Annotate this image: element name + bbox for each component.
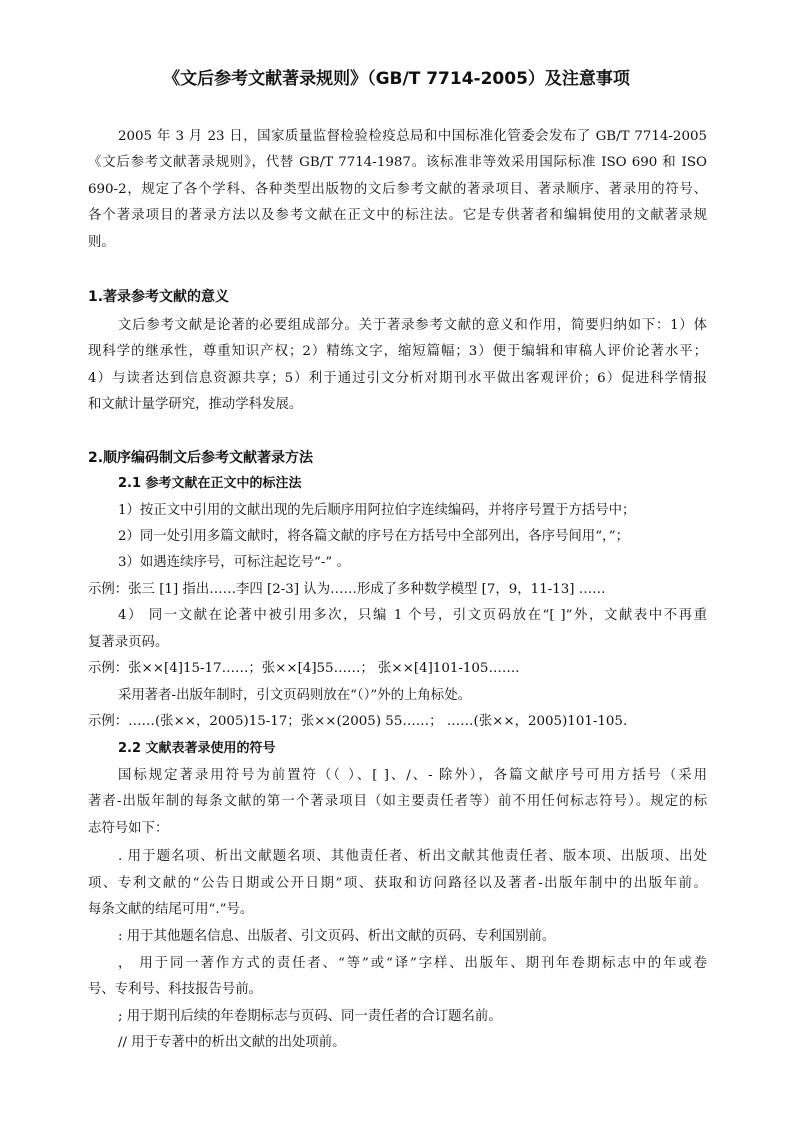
section-2-1-line: 4） 同一文献在论著中被引用多次，只编 1 个号，引文页码放在“[ ]”外，文献表中不再重 xyxy=(118,608,707,623)
section-1-heading: 1.著录参考文献的意义 xyxy=(88,289,230,305)
section-2-2-line: ; 用于期刊后续的年卷期标志与页码、同一责任者的合订题名前。 xyxy=(118,1009,502,1024)
section-2-1-line: 2）同一处引用多篇文献时，将各篇文献的序号在方括号中全部列出，各序号间用“，”； xyxy=(118,529,629,544)
section-2-2-line: 号、专利号、科技报告号前。 xyxy=(88,982,263,997)
section-2-2-line: 著者-出版年制的每条文献的第一个著录项目（如主要责任者等）前不用任何标志符号）。规定的标 xyxy=(88,794,707,809)
section-2-1-heading: 2.1 参考文献在正文中的标注法 xyxy=(118,476,302,491)
section-2-heading: 2.顺序编码制文后参考文献著录方法 xyxy=(88,450,314,466)
section-2-2-line: 志符号如下： xyxy=(88,821,169,836)
intro-line: 各个著录项目的著录方法以及参考文献在正文中的标注法。它是专供著者和编辑使用的文献著录规 xyxy=(88,208,707,223)
section-2-2-line: : 用于其他题名信息、出版者、引文页码、析出文献的页码、专利国别前。 xyxy=(118,929,556,944)
section-2-2-line: 项、专利文献的“公告日期或公开日期”项、获取和访问路径以及著者-出版年制中的出版年前。 xyxy=(88,876,707,891)
section-1-line: 4）与读者达到信息资源共享；5）利于通过引文分析对期刊水平做出客观评价；6）促进科学情报 xyxy=(88,371,707,386)
section-2-1-line: 采用著者-出版年制时，引文页码则放在“（）”外的上角标处。 xyxy=(118,688,471,703)
intro-line: 《文后参考文献著录规则》，代替 GB/T 7714-1987。该标准非等效采用国际标准 ISO 690 和 ISO xyxy=(88,155,707,170)
section-2-2-line: 国标规定著录用符号为前置符（（ ）、[ ]、/、- 除外），各篇文献序号可用方括号（采用 xyxy=(118,768,707,783)
section-2-1-line: 复著录页码。 xyxy=(88,635,169,650)
section-2-2-heading: 2.2 文献表著录使用的符号 xyxy=(118,741,276,756)
section-1-line: 现科学的继承性，尊重知识产权；2）精练文字，缩短篇幅；3）便于编辑和审稿人评价论著水平； xyxy=(88,344,707,359)
section-2-2-line: 每条文献的结尾可用“.”号。 xyxy=(88,902,254,917)
section-2-1-example: 示例：张三 [1] 指出……李四 [2-3] 认为……形成了多种数学模型 [7，9，11-13] …… xyxy=(88,582,606,597)
section-2-1-line: 3）如遇连续序号，可标注起讫号“-” 。 xyxy=(118,555,350,570)
intro-line: 690-2，规定了各个学科、各种类型出版物的文后参考文献的著录项目、著录顺序、著录用的符号、 xyxy=(88,182,707,197)
section-2-1-example: 示例：……(张××，2005)15-17；张××(2005) 55……； ……(张××，2005)101-105. xyxy=(88,714,628,729)
intro-line: 2005 年 3 月 23 日，国家质量监督检验检疫总局和中国标准化管委会发布了 GB/T 7714-2005 xyxy=(118,129,707,144)
section-1-line: 和文献计量学研究，推动学科发展。 xyxy=(88,397,303,412)
intro-line: 则。 xyxy=(88,235,115,250)
section-2-2-line: // 用于专著中的析出文献的出处项前。 xyxy=(118,1035,346,1050)
document-title: 《文后参考文献著录规则》（GB/T 7714-2005）及注意事项 xyxy=(163,69,630,89)
section-2-1-example: 示例：张××[4]15-17……；张××[4]55……； 张××[4]101-105……. xyxy=(88,661,520,676)
section-1-line: 文后参考文献是论著的必要组成部分。关于著录参考文献的意义和作用，简要归纳如下：1）体 xyxy=(118,318,707,333)
section-2-1-line: 1）按正文中引用的文献出现的先后顺序用阿拉伯字连续编码，并将序号置于方括号中； xyxy=(118,503,636,518)
section-2-2-line: . 用于题名项、析出文献题名项、其他责任者、析出文献其他责任者、版本项、出版项、出处 xyxy=(118,849,707,864)
section-2-2-line: ， 用于同一著作方式的责任者、“等”或“译”字样、出版年、期刊年卷期标志中的年或卷 xyxy=(118,956,707,971)
